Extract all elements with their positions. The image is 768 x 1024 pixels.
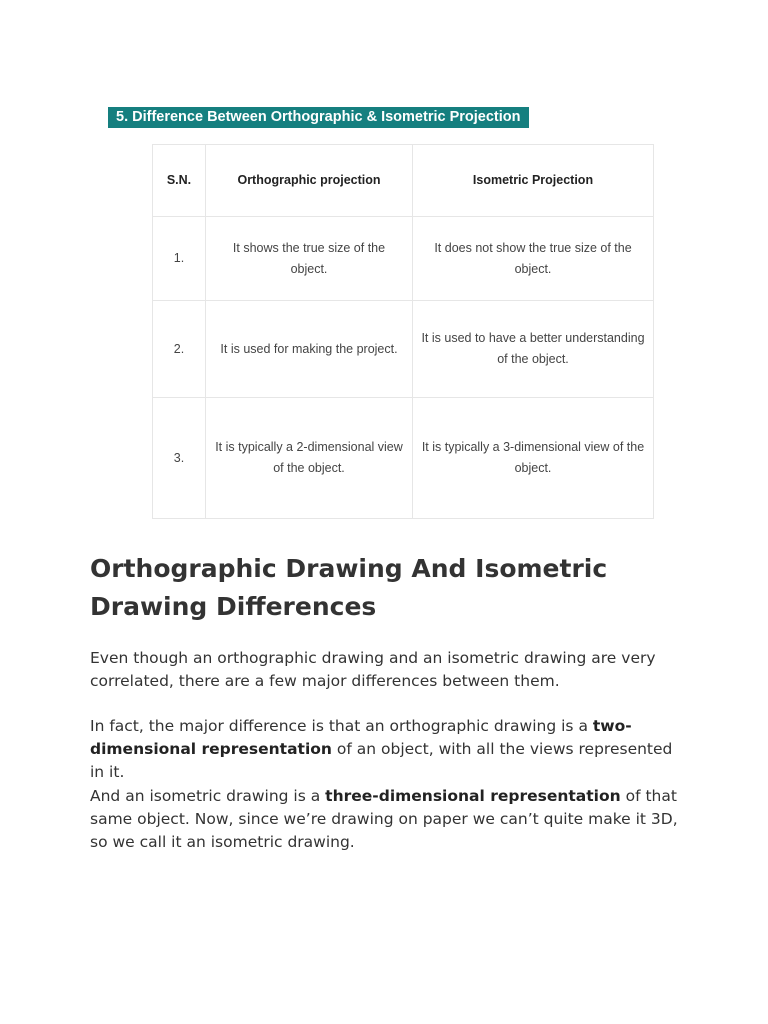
cell-orthographic: It shows the true size of the object. [206, 217, 413, 301]
header-isometric: Isometric Projection [413, 145, 654, 217]
cell-isometric: It does not show the true size of the object. [413, 217, 654, 301]
paragraph-text: And an isometric drawing is a [90, 787, 326, 805]
cell-isometric: It is typically a 3-dimensional view of the object. [413, 398, 654, 519]
article-title: Orthographic Drawing And Isometric Drawing Differences [90, 554, 608, 621]
cell-orthographic: It is used for making the project. [206, 301, 413, 398]
bold-phrase-three-dimensional: three-dimensional representation [325, 787, 621, 805]
paragraph-major-difference [90, 715, 690, 784]
paragraph-isometric [90, 785, 690, 854]
cell-orthographic: It is typically a 2-dimensional view of the object. [206, 398, 413, 519]
header-orthographic: Orthographic projection [206, 145, 413, 217]
cell-sn: 3. [153, 398, 206, 519]
section-heading: 5. Difference Between Orthographic & Isometric Projection [108, 107, 529, 128]
cell-isometric: It is used to have a better understanding of the object. [413, 301, 654, 398]
cell-sn: 2. [153, 301, 206, 398]
bold-phrase-two-dimensional: two-dimensional representation [90, 717, 632, 758]
header-sn: S.N. [153, 145, 206, 217]
table-row [153, 217, 654, 301]
cell-sn: 1. [153, 217, 206, 301]
paragraph-text: of that same object. Now, since we’re drawing on paper we can’t quite make it 3D, so we call it an isometric drawing. [90, 787, 678, 851]
comparison-table [152, 144, 654, 519]
paragraph-text: of an object, with all the views represented in it. [90, 740, 673, 781]
table-header-row [153, 145, 654, 217]
paragraph-correlation: Even though an orthographic drawing and an isometric drawing are very correlated, there are a few major differences between them. [90, 649, 656, 690]
paragraph-text: In fact, the major difference is that an orthographic drawing is a [90, 717, 593, 735]
table-row [153, 398, 654, 519]
table-row [153, 301, 654, 398]
